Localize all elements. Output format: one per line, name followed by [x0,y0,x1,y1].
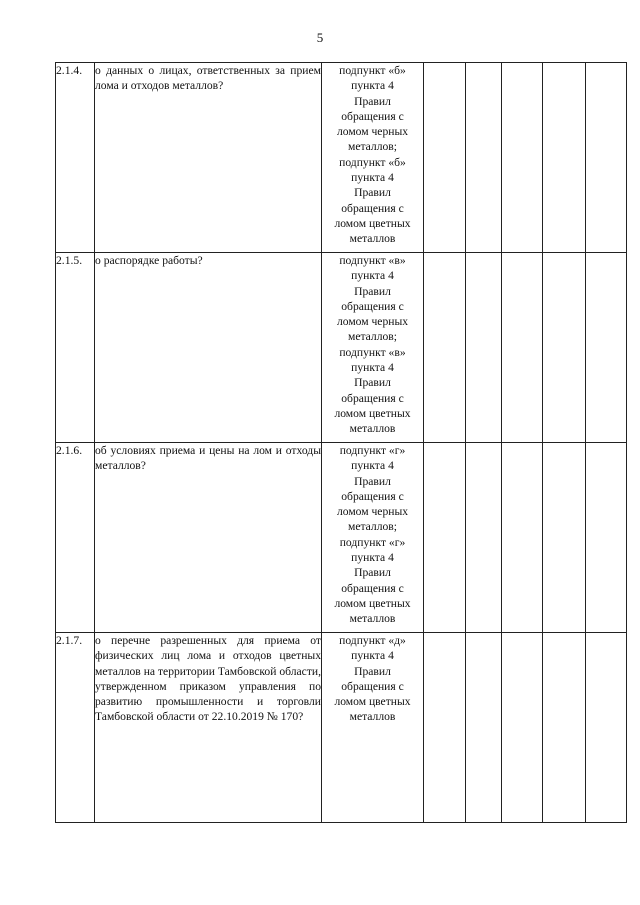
legal-basis: подпункт «г» пункта 4 Правил обращения с ломом черных металлов; подпункт «г» пункта 4 Правил обращения с ломом цветных металлов [322,443,424,633]
legal-basis: подпункт «д» пункта 4 Правил обращения с ломом цветных металлов [322,633,424,823]
notes-cell[interactable] [586,443,627,633]
question-text: о данных о лицах, ответственных за прием лома и отходов металлов? [95,63,322,253]
answer-yes-cell[interactable] [424,633,466,823]
answer-na-cell[interactable] [502,253,543,443]
notes-cell[interactable] [586,633,627,823]
legal-basis: подпункт «б» пункта 4 Правил обращения с ломом черных металлов; подпункт «б» пункта 4 Правил обращения с ломом цветных металлов [322,63,424,253]
item-number: 2.1.6. [56,443,95,633]
answer-yes-cell[interactable] [424,253,466,443]
answer-na-cell[interactable] [502,443,543,633]
reference-cell[interactable] [543,443,586,633]
answer-no-cell[interactable] [466,633,502,823]
answer-no-cell[interactable] [466,63,502,253]
answer-yes-cell[interactable] [424,443,466,633]
notes-cell[interactable] [586,253,627,443]
table-row [56,633,627,823]
question-text: о перечне разрешенных для приема от физических лиц лома и отходов цветных металлов на территории Тамбовской области, утвержденном приказом управления по развитию промышленности и торговли Тамбовской области от 22.10.2019 № 170? [95,633,322,823]
notes-cell[interactable] [586,63,627,253]
answer-no-cell[interactable] [466,443,502,633]
table-row [56,63,627,253]
table-row [56,443,627,633]
page-number: 5 [316,30,324,45]
reference-cell[interactable] [543,633,586,823]
answer-no-cell[interactable] [466,253,502,443]
item-number: 2.1.4. [56,63,95,253]
item-number: 2.1.5. [56,253,95,443]
question-text: о распорядке работы? [95,253,322,443]
answer-na-cell[interactable] [502,63,543,253]
item-number: 2.1.7. [56,633,95,823]
reference-cell[interactable] [543,63,586,253]
question-text: об условиях приема и цены на лом и отходы металлов? [95,443,322,633]
reference-cell[interactable] [543,253,586,443]
answer-yes-cell[interactable] [424,63,466,253]
table-row [56,253,627,443]
checklist-table [55,62,627,823]
answer-na-cell[interactable] [502,633,543,823]
legal-basis: подпункт «в» пункта 4 Правил обращения с ломом черных металлов; подпункт «в» пункта 4 Правил обращения с ломом цветных металлов [322,253,424,443]
